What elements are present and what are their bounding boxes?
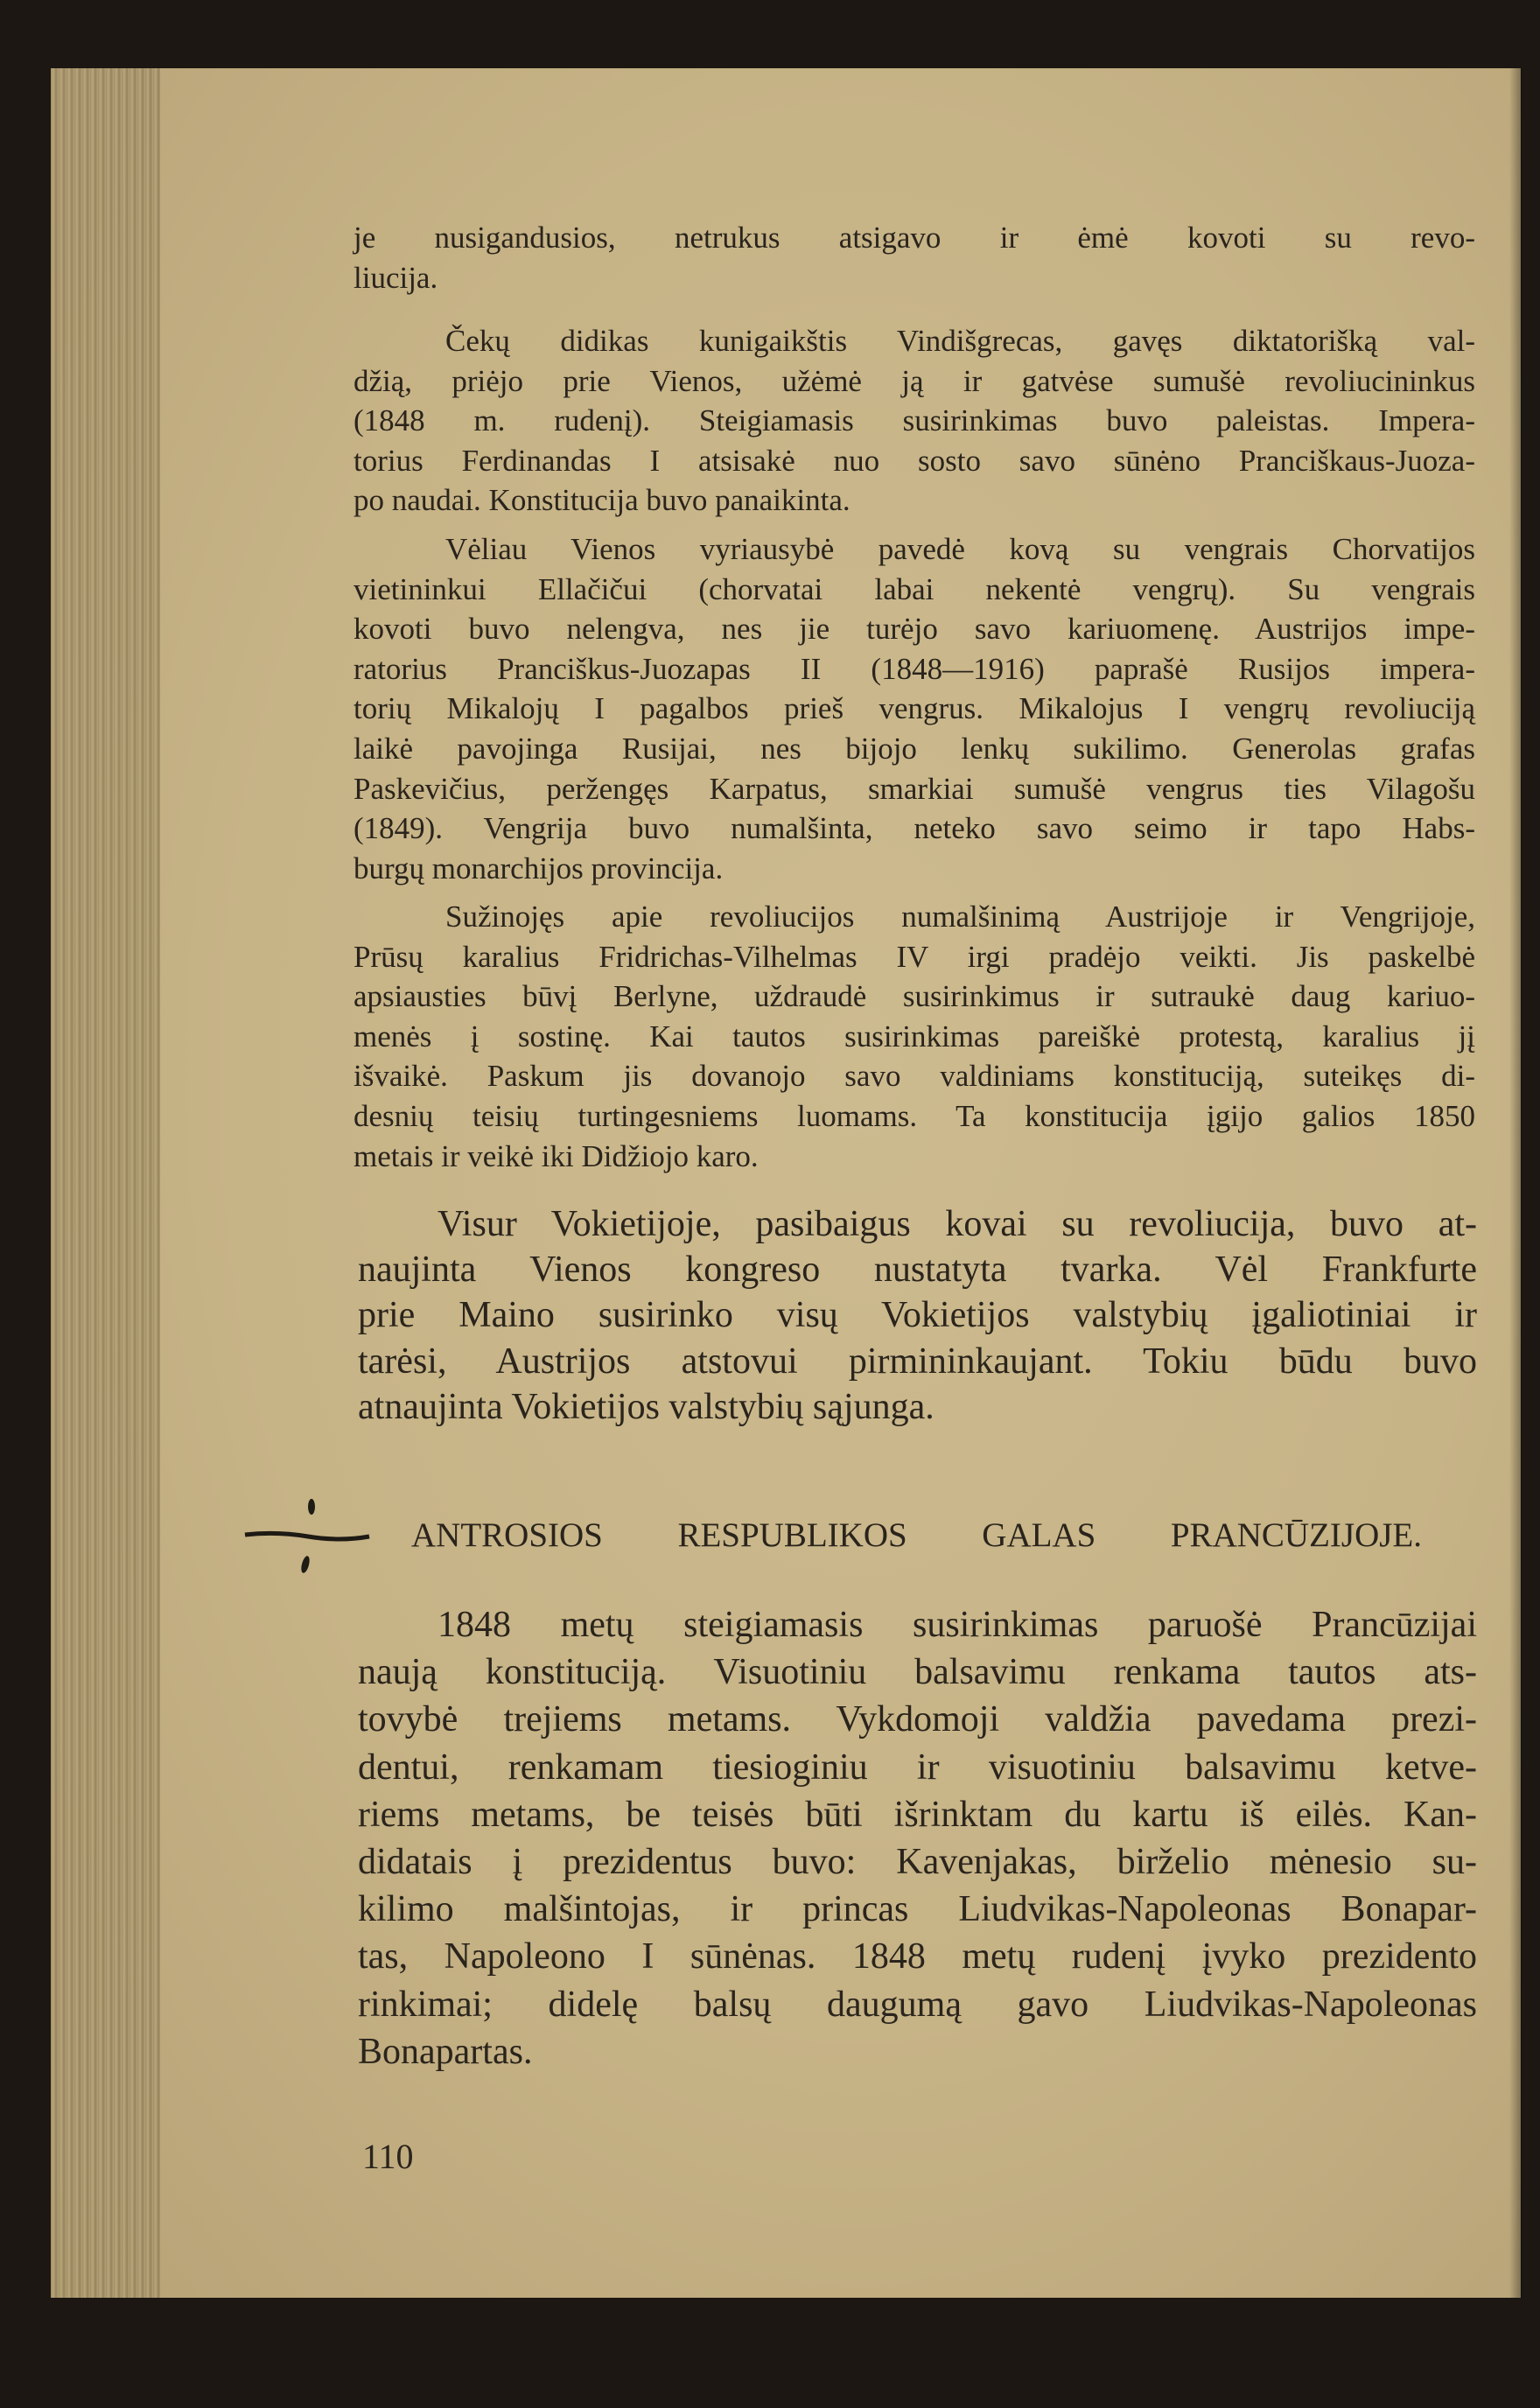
- section-ornament-icon: [242, 1496, 373, 1575]
- paragraph-hungary: [354, 529, 1475, 888]
- text-line: 1848 metų steigiamasis susirinkimas paruošė Prancūzijai: [438, 1605, 1477, 1645]
- text-line: riems metams, be teisės būti išrinktam du kartu iš eilės. Kan-: [358, 1794, 1477, 1835]
- paragraph-prussia: [354, 897, 1475, 1176]
- text-line: metais ir veikė iki Didžiojo karo.: [354, 1138, 759, 1173]
- text-line: laikė pavojinga Rusijai, nes bijojo lenkų sukilimo. Generolas grafas: [354, 731, 1475, 766]
- paragraph-windischgraetz: [354, 321, 1475, 521]
- text-line: po naudai. Konstitucija buvo panaikinta.: [354, 483, 850, 518]
- text-line: Paskevičius, peržengęs Karpatus, smarkiai sumušė vengrus ties Vilagošu: [354, 771, 1475, 806]
- paragraph-continuation: [354, 218, 1475, 298]
- text-line: apsiausties būvį Berlyne, uždraudė susirinkimus ir sutraukė daug kariuo-: [354, 979, 1475, 1014]
- text-line: didatais į prezidentus buvo: Kavenjakas, birželio mėnesio su-: [358, 1841, 1477, 1882]
- text-line: torius Ferdinandas I atsisakė nuo sosto savo sūnėno Pranciškaus-Juoza-: [354, 443, 1475, 478]
- text-line: tarėsi, Austrijos atstovui pirmininkaujant. Tokiu būdu buvo: [358, 1340, 1477, 1382]
- text-line: tovybė trejiems metams. Vykdomoji valdžia pavedama prezi-: [358, 1699, 1477, 1740]
- paragraph-summary-large: [358, 1201, 1477, 1430]
- text-line: dentui, renkamam tiesioginiu ir visuotiniu balsavimu ketve-: [358, 1746, 1477, 1788]
- text-line: prie Maino susirinko visų Vokietijos valstybių įgaliotiniai ir: [358, 1295, 1477, 1336]
- text-line: išvaikė. Paskum jis dovanojo savo valdiniams konstituciją, suteikęs di-: [354, 1059, 1475, 1094]
- paragraph-france: [358, 1601, 1477, 2076]
- text-line: desnių teisių turtingesniems luomams. Ta konstitucija įgijo galios 1850: [354, 1098, 1475, 1133]
- text-line: džią, priėjo prie Vienos, užėmė ją ir gatvėse sumušė revoliucininkus: [354, 363, 1475, 398]
- page-edges: [51, 68, 160, 2298]
- text-line: naujinta Vienos kongreso nustatyta tvarka. Vėl Frankfurte: [358, 1250, 1477, 1291]
- page-number: 110: [362, 2137, 414, 2176]
- text-line: Vėliau Vienos vyriausybė pavedė kovą su vengrais Chorvatijos: [445, 532, 1475, 566]
- text-line: naują konstituciją. Visuotiniu balsavimu renkama tautos ats-: [358, 1652, 1477, 1693]
- text-line: Visur Vokietijoje, pasibaigus kovai su revoliucija, buvo at-: [438, 1204, 1477, 1244]
- text-line: rinkimai; didelę balsų daugumą gavo Liudvikas-Napoleonas: [358, 1984, 1477, 2025]
- text-line: atnaujinta Vokietijos valstybių sąjunga.: [358, 1386, 934, 1427]
- text-line: Sužinojęs apie revoliucijos numalšinimą Austrijoje ir Vengrijoje,: [445, 900, 1475, 934]
- text-line: burgų monarchijos provincija.: [354, 850, 724, 886]
- text-line: Bonapartas.: [358, 2031, 533, 2072]
- gutter-shadow: [1509, 68, 1522, 2298]
- text-line: tas, Napoleono I sūnėnas. 1848 metų rudenį įvyko prezidento: [358, 1936, 1477, 1978]
- text-line: (1848 m. rudenį). Steigiamasis susirinkimas buvo paleistas. Impera-: [354, 403, 1475, 438]
- text-line: (1849). Vengrija buvo numalšinta, neteko savo seimo ir tapo Habs-: [354, 811, 1475, 846]
- text-line: vietininkui Ellačičui (chorvatai labai nekentė vengrų). Su vengrais: [354, 571, 1475, 606]
- text-line: menės į sostinę. Kai tautos susirinkimas pareiškė protestą, karalius jį: [354, 1018, 1475, 1054]
- text-line: Čekų didikas kunigaikštis Vindišgrecas, gavęs diktatorišką val-: [445, 324, 1475, 358]
- text-line: kilimo malšintojas, ir princas Liudvikas-Napoleonas Bonapar-: [358, 1889, 1477, 1930]
- text-line: Prūsų karalius Fridrichas-Vilhelmas IV irgi pradėjo veikti. Jis paskelbė: [354, 939, 1475, 974]
- text-line: liucija.: [354, 260, 438, 295]
- section-heading: ANTROSIOS RESPUBLIKOS GALAS PRANCŪZIJOJE.: [411, 1516, 1422, 1554]
- text-line: ratorius Pranciškus-Juozapas II (1848—1916) paprašė Rusijos impera-: [354, 651, 1475, 686]
- text-line: je nusigandusios, netrukus atsigavo ir ėmė kovoti su revo-: [354, 220, 1475, 255]
- text-line: torių Mikalojų I pagalbos prieš vengrus. Mikalojus I vengrų revoliuciją: [354, 691, 1475, 726]
- text-line: kovoti buvo nelengva, nes jie turėjo savo kariuomenę. Austrijos impe-: [354, 612, 1475, 647]
